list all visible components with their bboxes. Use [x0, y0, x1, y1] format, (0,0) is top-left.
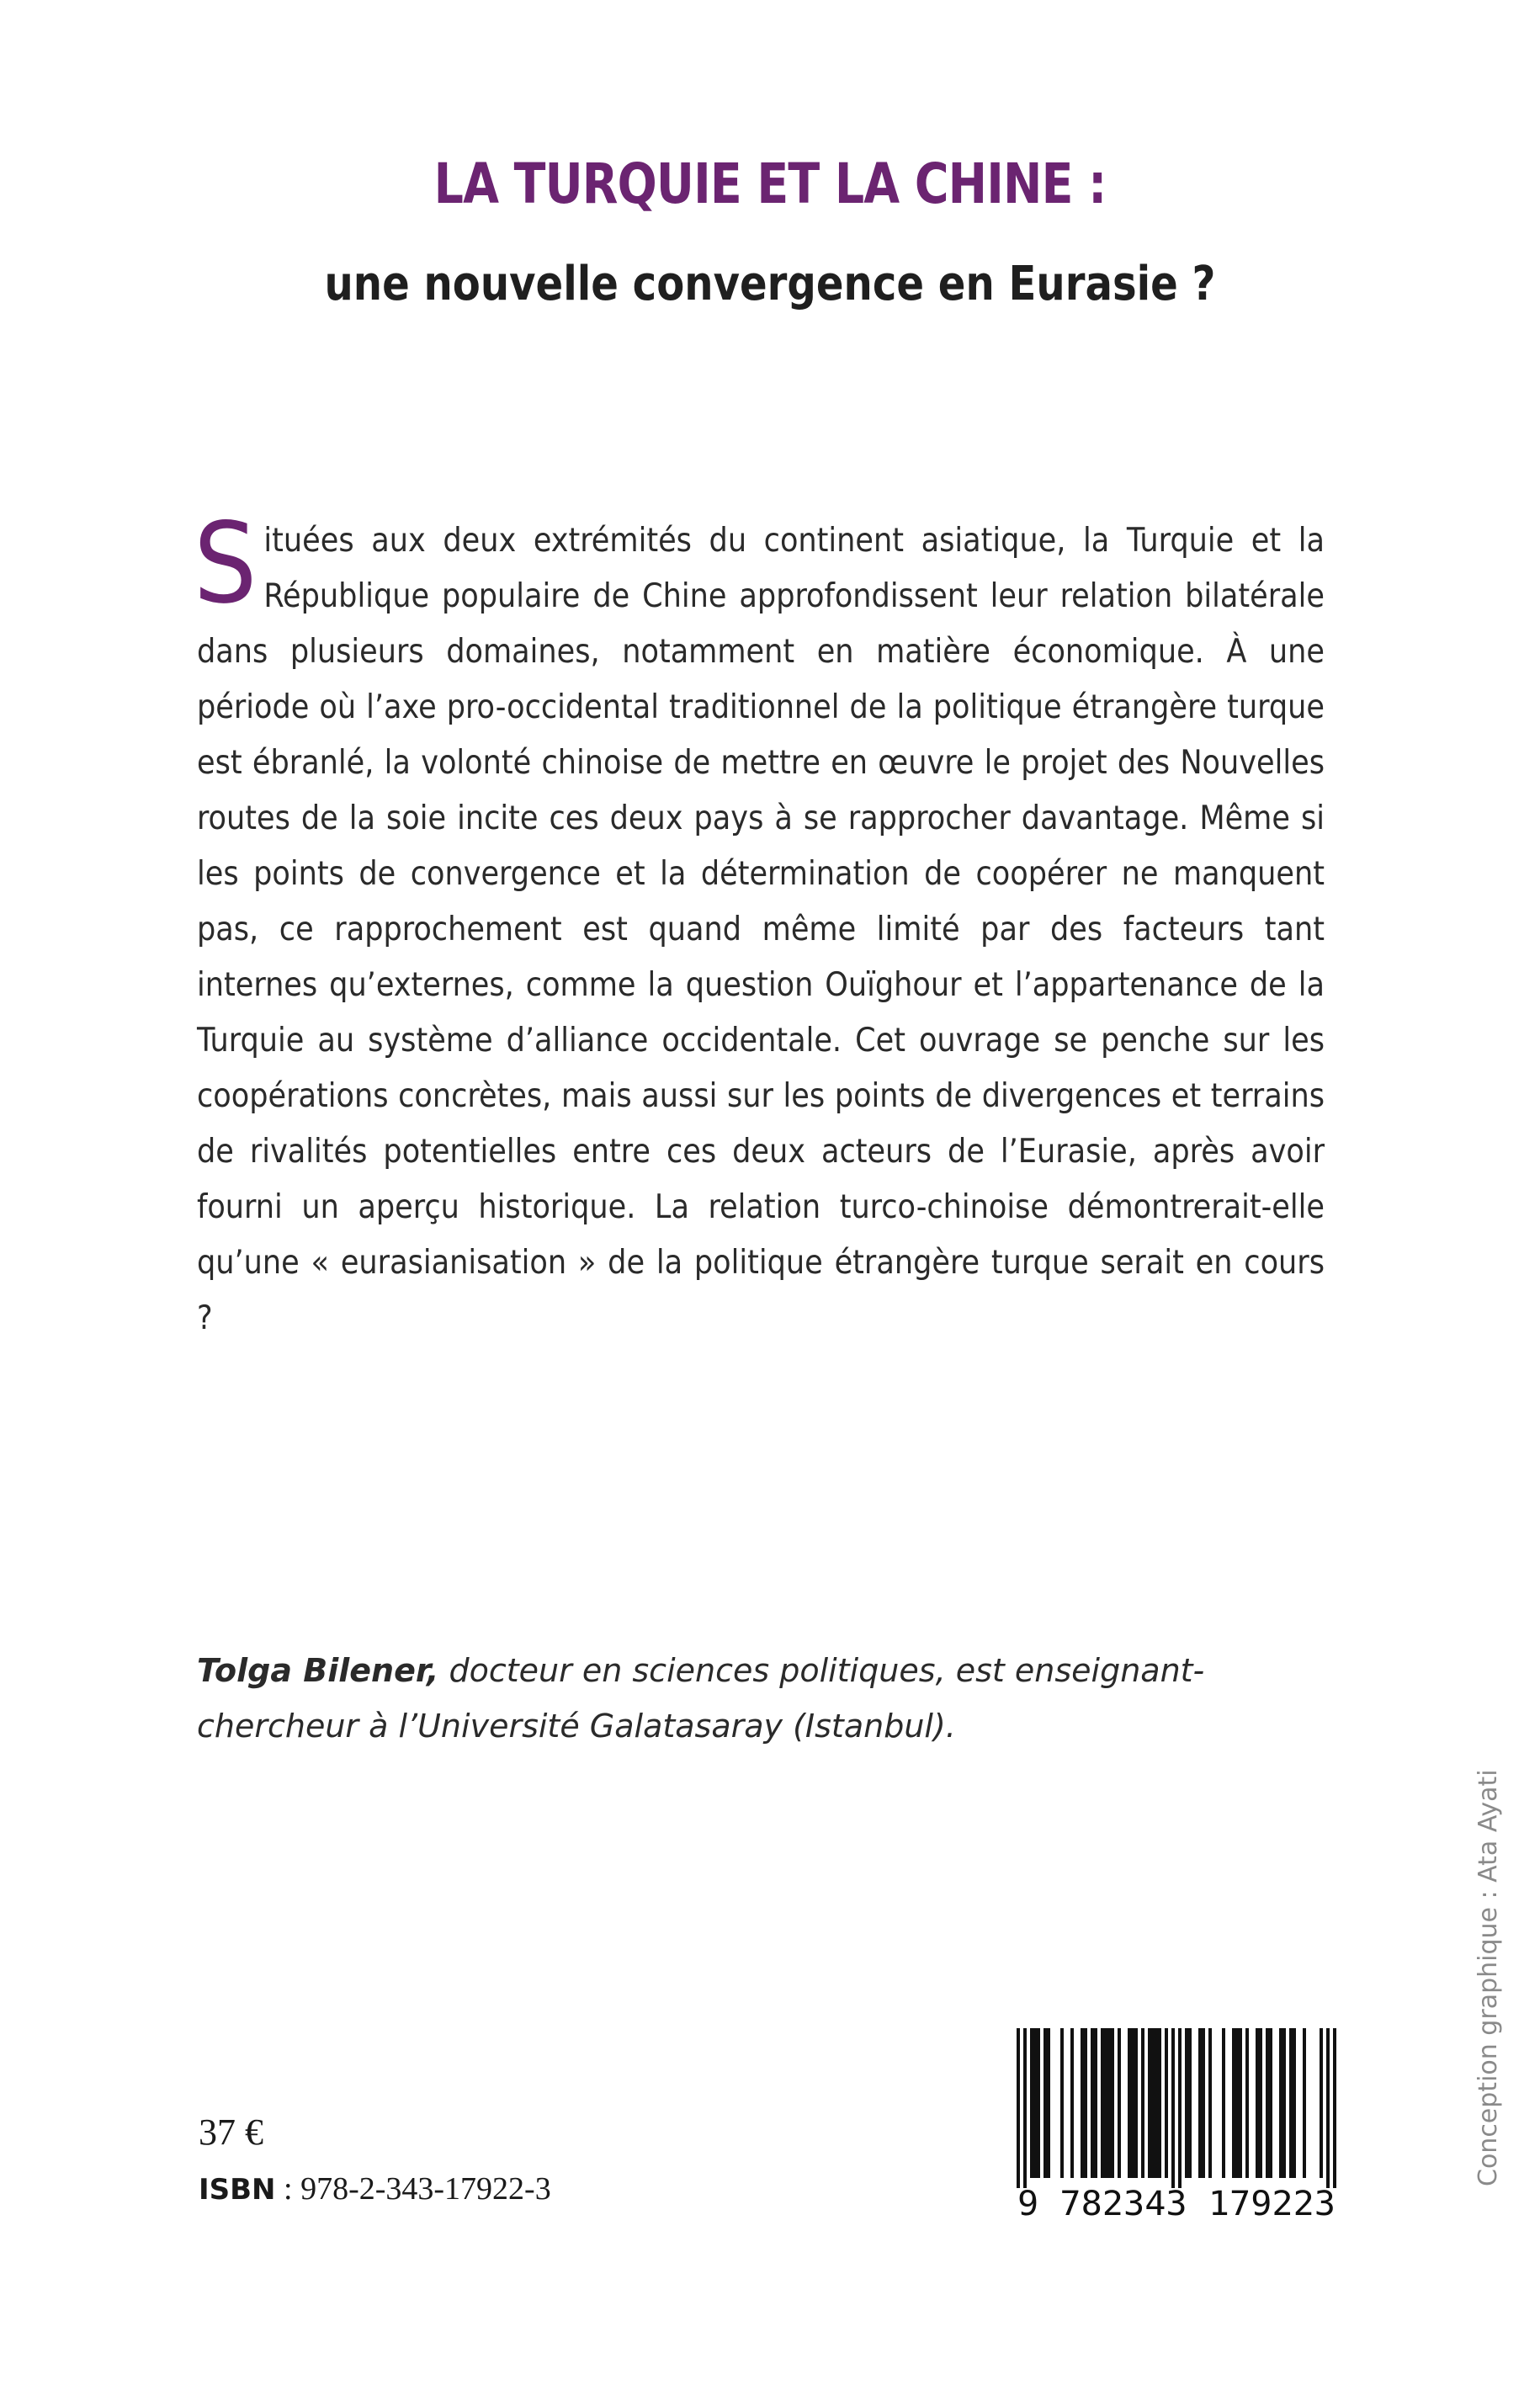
- barcode-bar: [1101, 2028, 1104, 2178]
- barcode-bars: [1017, 2028, 1336, 2188]
- barcode-bar: [1094, 2028, 1097, 2178]
- barcode-bar: [1107, 2028, 1111, 2178]
- barcode-bar: [1141, 2028, 1144, 2178]
- barcode-bar: [1289, 2028, 1293, 2178]
- barcode-bar: [1081, 2028, 1084, 2178]
- barcode-bar: [1256, 2028, 1259, 2178]
- author-bio: [197, 1643, 1341, 1754]
- barcode-bar: [1084, 2028, 1087, 2178]
- barcode-bar: [1070, 2028, 1074, 2178]
- author-description: docteur en sciences politiques, est enseignant-chercheur à l’Université Galatasaray (Istanbul).: [197, 1652, 1205, 1745]
- barcode-digits: 9 782343 179223: [1017, 2185, 1336, 2222]
- barcode-bar: [1037, 2028, 1040, 2178]
- barcode-bar: [1235, 2028, 1239, 2178]
- barcode-bar: [1131, 2028, 1134, 2178]
- barcode-bar: [1178, 2028, 1182, 2188]
- barcode-bar: [1185, 2028, 1188, 2178]
- barcode-bar: [1188, 2028, 1192, 2178]
- price: 37 €: [199, 2111, 263, 2153]
- back-cover-blurb: [194, 499, 1325, 1347]
- barcode-bar: [1202, 2028, 1205, 2178]
- barcode-bar: [1208, 2028, 1212, 2178]
- barcode-bar: [1333, 2028, 1336, 2188]
- barcode-bar: [1134, 2028, 1138, 2178]
- barcode-bar: [1151, 2028, 1155, 2178]
- barcode-bar: [1171, 2028, 1175, 2188]
- isbn-label: ISBN: [199, 2173, 276, 2207]
- barcode-bar: [1155, 2028, 1158, 2178]
- barcode-bar: [1111, 2028, 1114, 2178]
- barcode-bar: [1104, 2028, 1107, 2178]
- blurb-text: ituées aux deux extrémités du continent asiatique, la Turquie et la République populaire de Chine approfondissent leur relation bilatérale dans plusieurs domaines, notamment en matière économique. À une période où l’axe pro-occidental traditionnel de la politique étrangère turque est ébranlé, la volonté chinoise de mettre en œuvre le projet des Nouvelles routes de la soie incite ces deux pays à se rapprocher davantage. Même si les points de convergence et la détermination de coopérer ne manquent pas, ce rapprochement est quand même limité par des facteurs tant internes qu’externes, comme la question Ouïghour et l’appartenance de la Turquie au système d’alliance occidentale. Cet ouvrage se penche sur les coopérations concrètes, mais aussi sur les points de divergences et terrains de rivalités potentielles entre ces deux acteurs de l’Eurasie, après avoir fourni un aperçu historique. La relation turco-chinoise démontrerait-elle qu’une « eurasianisation » de la politique étrangère turque serait en cours ?: [197, 522, 1325, 1337]
- design-credit: Conception graphique : Ata Ayati: [1474, 1769, 1503, 2186]
- barcode-bar: [1282, 2028, 1286, 2178]
- barcode-bar: [1269, 2028, 1272, 2178]
- barcode-bar: [1091, 2028, 1094, 2178]
- book-subtitle: une nouvelle convergence en Eurasie ?: [324, 257, 1216, 311]
- isbn: [199, 2173, 551, 2205]
- barcode-bar: [1128, 2028, 1131, 2178]
- drop-cap-letter: S: [194, 499, 258, 629]
- barcode-bar: [1259, 2028, 1262, 2178]
- barcode-bar: [1030, 2028, 1033, 2178]
- barcode-bar: [1165, 2028, 1168, 2178]
- barcode-bar: [1148, 2028, 1151, 2178]
- barcode-bar: [1017, 2028, 1020, 2188]
- author-name: Tolga Bilener,: [197, 1652, 439, 1689]
- barcode-bar: [1047, 2028, 1050, 2178]
- barcode-bar: [1303, 2028, 1306, 2178]
- barcode: [1015, 2028, 1338, 2222]
- barcode-bar: [1245, 2028, 1249, 2178]
- barcode-bar: [1060, 2028, 1064, 2178]
- barcode-bar: [1023, 2028, 1027, 2188]
- barcode-bar: [1239, 2028, 1242, 2178]
- barcode-bar: [1033, 2028, 1037, 2178]
- barcode-bar: [1279, 2028, 1282, 2178]
- barcode-bar: [1326, 2028, 1330, 2188]
- book-title: LA TURQUIE ET LA CHINE :: [433, 151, 1107, 216]
- barcode-bar: [1320, 2028, 1323, 2178]
- barcode-bar: [1293, 2028, 1296, 2178]
- barcode-bar: [1266, 2028, 1269, 2178]
- barcode-bar: [1232, 2028, 1235, 2178]
- barcode-bar: [1043, 2028, 1047, 2178]
- isbn-value: : 978-2-343-17922-3: [275, 2171, 551, 2207]
- barcode-bar: [1158, 2028, 1161, 2178]
- barcode-bar: [1198, 2028, 1202, 2178]
- barcode-bar: [1222, 2028, 1225, 2178]
- barcode-bar: [1118, 2028, 1121, 2178]
